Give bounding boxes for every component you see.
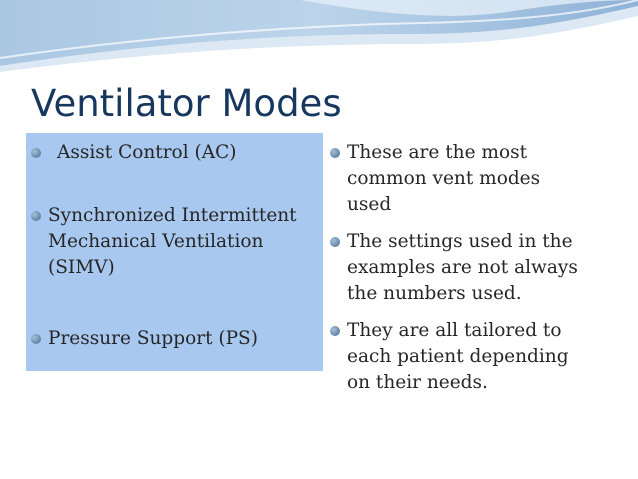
bullet-text: Pressure Support (PS) <box>48 328 258 349</box>
bullet-icon <box>31 211 41 221</box>
bullet-icon <box>31 334 41 344</box>
right-bullet-item <box>330 140 630 218</box>
bullet-icon <box>31 148 41 158</box>
bullet-text: The settings used in the examples are not always the numbers used. <box>347 231 578 304</box>
left-bullet-item <box>31 140 321 166</box>
header-wave-banner <box>0 0 638 80</box>
left-bullet-item <box>31 203 321 281</box>
bullet-icon <box>330 326 340 336</box>
bullet-text: They are all tailored to each patient depending on their needs. <box>347 320 569 393</box>
right-bullet-item <box>330 318 630 396</box>
bullet-text: Synchronized Intermittent Mechanical Ventilation (SIMV) <box>48 205 297 278</box>
bullet-text: These are the most common vent modes used <box>347 142 541 215</box>
bullet-text: Assist Control (AC) <box>57 142 237 163</box>
left-bullet-item <box>31 326 321 352</box>
bullet-icon <box>330 237 340 247</box>
slide-title: Ventilator Modes <box>31 82 342 125</box>
bullet-icon <box>330 148 340 158</box>
right-bullet-item <box>330 229 630 307</box>
